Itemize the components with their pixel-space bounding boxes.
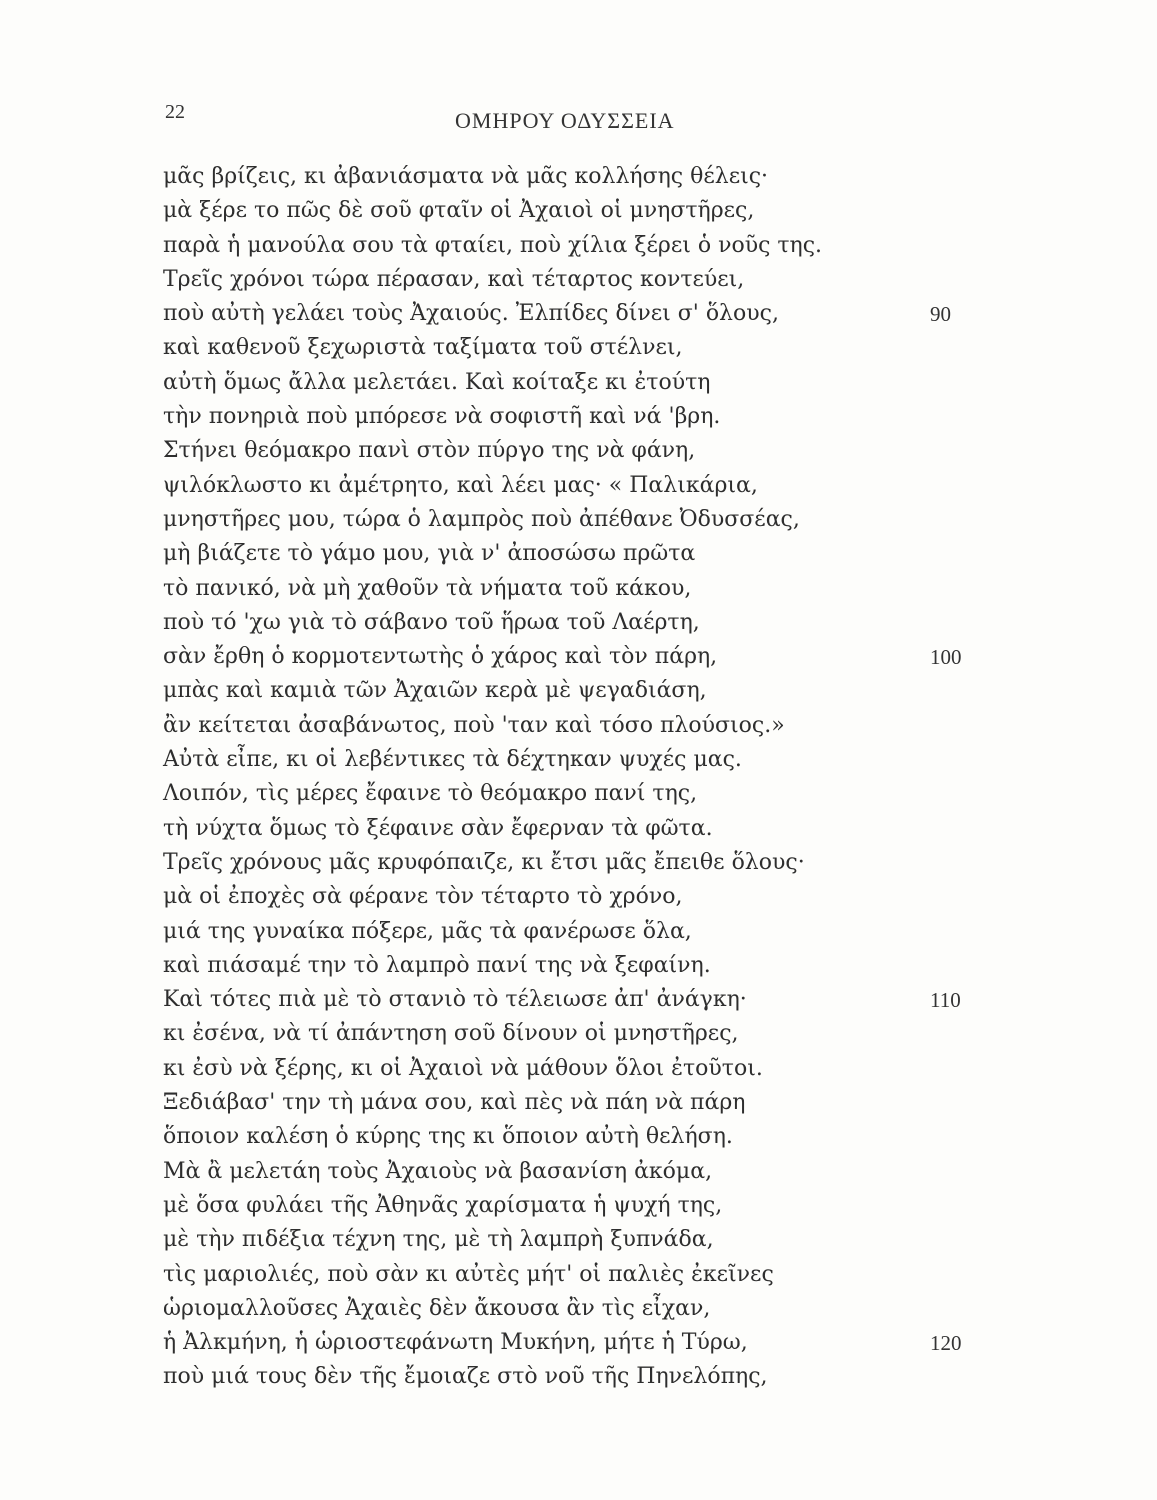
verse-line: ποὺ αὐτὴ γελάει τοὺς Ἀχαιούς. Ἐλπίδες δίνει σ' ὅλους,	[163, 301, 779, 327]
verse-line: τὸ πανικό, νὰ μὴ χαθοῦν τὰ νήματα τοῦ κάκου,	[163, 575, 692, 601]
verse-line: μὴ βιάζετε τὸ γάμο μου, γιὰ ν' ἀποσώσω πρῶτα	[163, 541, 696, 567]
verse-line: τὶς μαριολιές, ποὺ σὰν κι αὐτὲς μήτ' οἱ παλιὲς ἐκεῖνες	[163, 1261, 774, 1287]
verse-line: μιά της γυναίκα πόξερε, μᾶς τὰ φανέρωσε ὅλα,	[163, 918, 692, 944]
verse-line: μὰ οἱ ἐποχὲς σὰ φέρανε τὸν τέταρτο τὸ χρόνο,	[163, 884, 683, 910]
verse-line: μνηστῆρες μου, τώρα ὁ λαμπρὸς ποὺ ἀπέθανε Ὀδυσσέας,	[163, 506, 800, 532]
verse-line: μᾶς βρίζεις, κι ἀβανιάσματα νὰ μᾶς κολλήσης θέλεις·	[163, 164, 769, 189]
verse-line: ἂν κείτεται ἀσαβάνωτος, ποὺ 'ταν καὶ τόσο πλούσιος.»	[163, 712, 785, 738]
verse-line: σὰν ἔρθη ὁ κορμοτεντωτὴς ὁ χάρος καὶ τὸν πάρη,	[163, 644, 718, 670]
verse-line: τὴν πονηριὰ ποὺ μπόρεσε νὰ σοφιστῆ καὶ νά 'βρη.	[163, 404, 721, 430]
marginal-line-number: 120	[930, 1331, 962, 1356]
verse-line: μπὰς καὶ καμιὰ τῶν Ἀχαιῶν κερὰ μὲ ψεγαδιάση,	[163, 678, 707, 704]
verse-line: Τρεῖς χρόνους μᾶς κρυφόπαιζε, κι ἔτσι μᾶς ἔπειθε ὅλους·	[163, 849, 805, 875]
verse-line: καὶ πιάσαμέ την τὸ λαμπρὸ πανί της νὰ ξεφαίνη.	[163, 952, 711, 978]
verse-block	[163, 160, 883, 1395]
verse-line: Αὐτὰ εἶπε, κι οἱ λεβέντικες τὰ δέχτηκαν ψυχές μας.	[163, 747, 742, 773]
verse-line: αὐτὴ ὅμως ἄλλα μελετάει. Καὶ κοίταξε κι ἐτούτη	[163, 369, 711, 395]
verse-line: μὰ ξέρε το πῶς δὲ σοῦ φταῖν οἱ Ἀχαιοὶ οἱ μνηστῆρες,	[163, 198, 755, 224]
verse-line: Ξεδιάβασ' την τὴ μάνα σου, καὶ πὲς νὰ πάη νὰ πάρη	[163, 1090, 746, 1116]
verse-line: Μὰ ἂ μελετάη τοὺς Ἀχαιοὺς νὰ βασανίση ἀκόμα,	[163, 1158, 713, 1184]
verse-line: Καὶ τότες πιὰ μὲ τὸ στανιὸ τὸ τέλειωσε ἀπ' ἀνάγκη·	[163, 987, 747, 1013]
verse-line: μὲ τὴν πιδέξια τέχνη της, μὲ τὴ λαμπρὴ ξυπνάδα,	[163, 1227, 714, 1253]
verse-line: ποὺ τό 'χω γιὰ τὸ σάβανο τοῦ ἥρωα τοῦ Λαέρτη,	[163, 609, 700, 635]
verse-line: κι ἐσένα, νὰ τί ἀπάντηση σοῦ δίνουν οἱ μνηστῆρες,	[163, 1021, 739, 1047]
marginal-line-number: 110	[930, 988, 961, 1013]
verse-line: Στήνει θεόμακρο πανὶ στὸν πύργο της νὰ φάνη,	[163, 438, 696, 464]
verse-line: κι ἐσὺ νὰ ξέρης, κι οἱ Ἀχαιοὶ νὰ μάθουν ὅλοι ἐτοῦτοι.	[163, 1055, 763, 1081]
verse-line: ὡριομαλλοῦσες Ἀχαιὲς δὲν ἄκουσα ἂν τὶς εἶχαν,	[163, 1295, 711, 1321]
verse-line: Τρεῖς χρόνοι τώρα πέρασαν, καὶ τέταρτος κοντεύει,	[163, 266, 745, 292]
verse-line: τὴ νύχτα ὅμως τὸ ξέφαινε σὰν ἔφερναν τὰ φῶτα.	[163, 815, 713, 841]
verse-line: ἡ Ἀλκμήνη, ἡ ὡριοστεφάνωτη Μυκήνη, μήτε ἡ Τύρω,	[163, 1330, 748, 1356]
verse-line: ποὺ μιά τους δὲν τῆς ἔμοιαζε στὸ νοῦ τῆς Πηνελόπης,	[163, 1364, 768, 1390]
marginal-line-number: 90	[930, 302, 951, 327]
marginal-line-number: 100	[930, 645, 962, 670]
running-head-title: ΟΜΗΡΟΥ ΟΔΥΣΣΕΙΑ	[455, 108, 675, 133]
verse-line: καὶ καθενοῦ ξεχωριστὰ ταξίματα τοῦ στέλνει,	[163, 335, 683, 361]
verse-line: Λοιπόν, τὶς μέρες ἔφαινε τὸ θεόμακρο πανί της,	[163, 781, 698, 807]
page-number: 22	[165, 101, 185, 123]
verse-line: ψιλόκλωστο κι ἀμέτρητο, καὶ λέει μας· « Παλικάρια,	[163, 472, 758, 498]
verse-line: ὅποιον καλέση ὁ κύρης της κι ὅποιον αὐτὴ θελήση.	[163, 1124, 733, 1150]
verse-line: παρὰ ἡ μανούλα σου τὰ φταίει, ποὺ χίλια ξέρει ὁ νοῦς της.	[163, 232, 823, 258]
verse-line: μὲ ὅσα φυλάει τῆς Ἀθηνᾶς χαρίσματα ἡ ψυχή της,	[163, 1192, 723, 1218]
